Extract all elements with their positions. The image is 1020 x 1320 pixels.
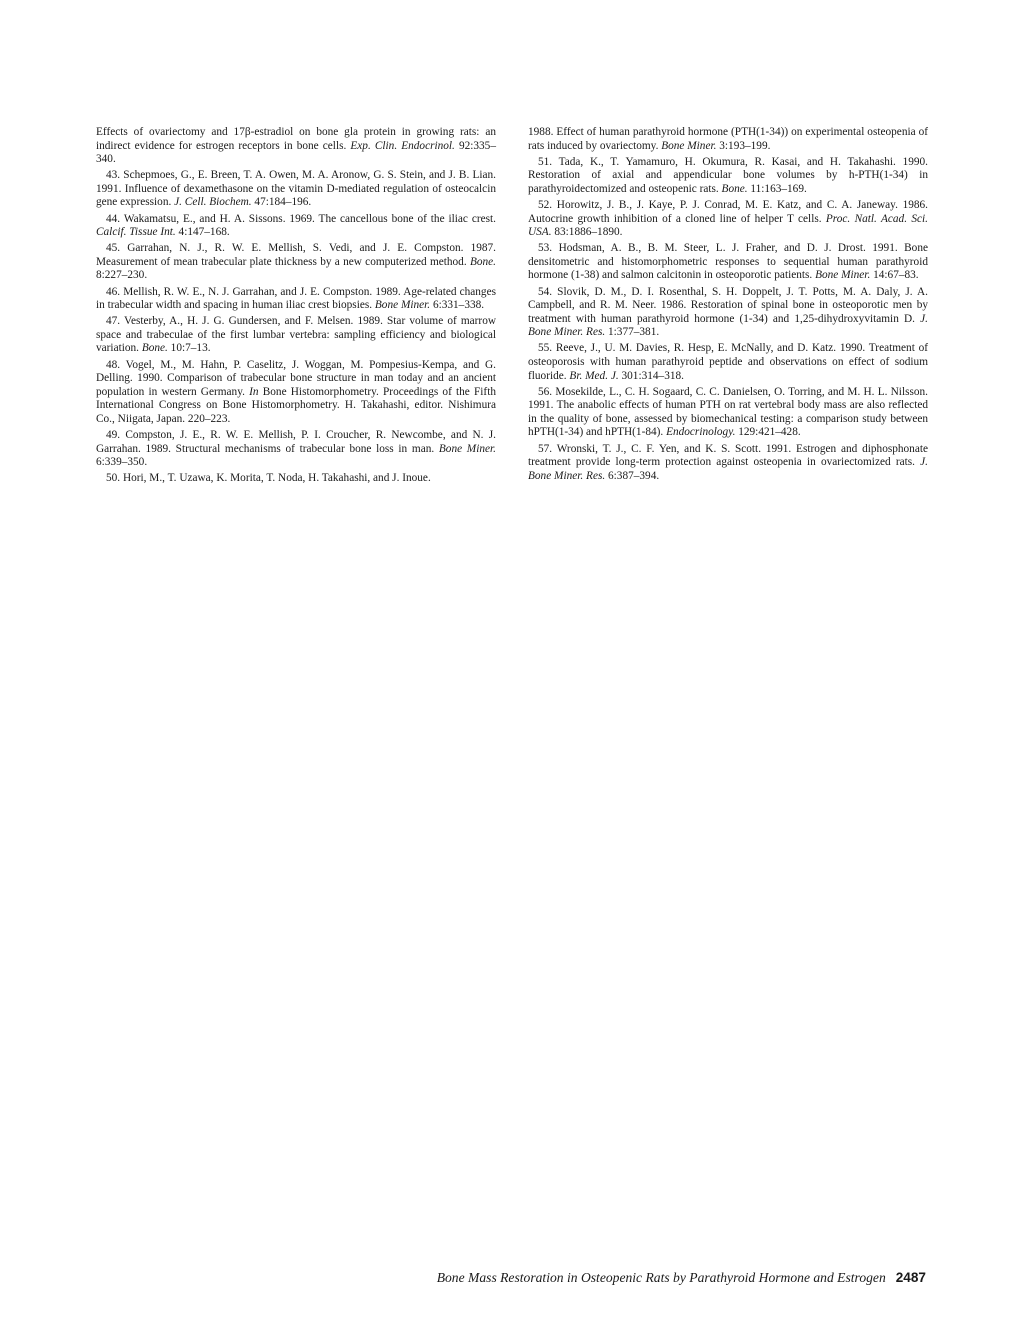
reference-52: 52. Horowitz, J. B., J. Kaye, P. J. Conrad, M. E. Katz, and C. A. Janeway. 1986. Autocrine growth inhibition of a cloned line of helper T cells. Proc. Natl. Acad. Sci. USA. 83:1886–1890. <box>528 198 928 239</box>
reference-50: 50. Hori, M., T. Uzawa, K. Morita, T. Noda, H. Takahashi, and J. Inoue. <box>106 472 431 485</box>
reference-47: 47. Vesterby, A., H. J. G. Gundersen, and F. Melsen. 1989. Star volume of marrow space and trabeculae of the first lumbar vertebra: sampling efficiency and biological variation. Bone. 10:7–13. <box>96 315 496 355</box>
reference-48: 48. Vogel, M., M. Hahn, P. Caselitz, J. Woggan, M. Pompesius-Kempa, and G. Delling. 1990. Comparison of trabecular bone structure in man today and an ancient population in western Germany. In Bone Histomorphometry. Proceedings of the Fifth International Congress on Bone Histomorphometry. H. Takahashi, editor. Nishimura Co., Niigata, Japan. 220–223. <box>96 358 496 425</box>
references-left-column <box>96 126 496 488</box>
reference-42-continued: Effects of ovariectomy and 17β-estradiol on bone gla protein in growing rats: an indirect evidence for estrogen receptors in bone cells. Exp. Clin. Endocrinol. 92:335–340. <box>96 126 496 166</box>
running-title: Bone Mass Restoration in Osteopenic Rats by Parathyroid Hormone and Estrogen <box>436 1270 886 1285</box>
reference-45: 45. Garrahan, N. J., R. W. E. Mellish, S. Vedi, and J. E. Compston. 1987. Measurement of mean trabecular plate thickness by a new computerized method. Bone. 8:227–230. <box>96 242 496 282</box>
reference-55: 55. Reeve, J., U. M. Davies, R. Hesp, E. McNally, and D. Katz. 1990. Treatment of osteoporosis with human parathyroid peptide and observations on effect of sodium fluoride. Br. Med. J. 301:314–318. <box>528 342 928 382</box>
page-footer <box>340 1270 926 1286</box>
page-number: 2487 <box>895 1270 926 1285</box>
reference-49: 49. Compston, J. E., R. W. E. Mellish, P. I. Croucher, R. Newcombe, and N. J. Garrahan. 1989. Structural mechanisms of trabecular bone loss in man. Bone Miner. 6:339–350. <box>96 428 496 469</box>
reference-57: 57. Wronski, T. J., C. F. Yen, and K. S. Scott. 1991. Estrogen and diphosphonate treatment provide long-term protection against osteopenia in ovariectomized rats. J. Bone Miner. Res. 6:387–394. <box>528 442 928 482</box>
reference-44: 44. Wakamatsu, E., and H. A. Sissons. 1969. The cancellous bone of the iliac crest. Calcif. Tissue Int. 4:147–168. <box>96 212 496 239</box>
reference-53: 53. Hodsman, A. B., B. M. Steer, L. J. Fraher, and D. J. Drost. 1991. Bone densitometric and histomorphometric responses to sequential human parathyroid hormone (1-38) and salmon calcitonin in osteoporotic patients. Bone Miner. 14:67–83. <box>528 242 928 282</box>
reference-56: 56. Mosekilde, L., C. H. Sogaard, C. C. Danielsen, O. Torring, and M. H. L. Nilsson. 1991. The anabolic effects of human PTH on rat vertebral body mass are also reflected in the quality of bone, assessed by biomechanical testing: a comparison study between hPTH(1-34) and hPTH(1-84). Endocrinology. 129:421–428. <box>528 385 928 439</box>
reference-51: 51. Tada, K., T. Yamamuro, H. Okumura, R. Kasai, and H. Takahashi. 1990. Restoration of axial and appendicular bone volumes by h-PTH(1-34) in parathyroidectomized and osteopenic rats. Bone. 11:163–169. <box>528 155 928 195</box>
reference-46: 46. Mellish, R. W. E., N. J. Garrahan, and J. E. Compston. 1989. Age-related changes in trabecular width and spacing in human iliac crest biopsies. Bone Miner. 6:331–338. <box>96 285 496 312</box>
references-right-column <box>528 126 928 486</box>
reference-54: 54. Slovik, D. M., D. I. Rosenthal, S. H. Doppelt, J. T. Potts, M. A. Daly, J. A. Campbell, and R. M. Neer. 1986. Restoration of spinal bone in osteoporotic men by treatment with human parathyroid hormone (1-34) and 1,25-dihydroxyvitamin D. J. Bone Miner. Res. 1:377–381. <box>528 285 928 339</box>
reference-50-continued: 1988. Effect of human parathyroid hormone (PTH(1-34)) on experimental osteopenia of rats induced by ovariectomy. Bone Miner. 3:193–199. <box>528 126 928 152</box>
reference-43: 43. Schepmoes, G., E. Breen, T. A. Owen, M. A. Aronow, G. S. Stein, and J. B. Lian. 1991. Influence of dexamethasone on the vitamin D-mediated regulation of osteocalcin gene expression. J. Cell. Biochem. 47:184–196. <box>96 169 496 209</box>
